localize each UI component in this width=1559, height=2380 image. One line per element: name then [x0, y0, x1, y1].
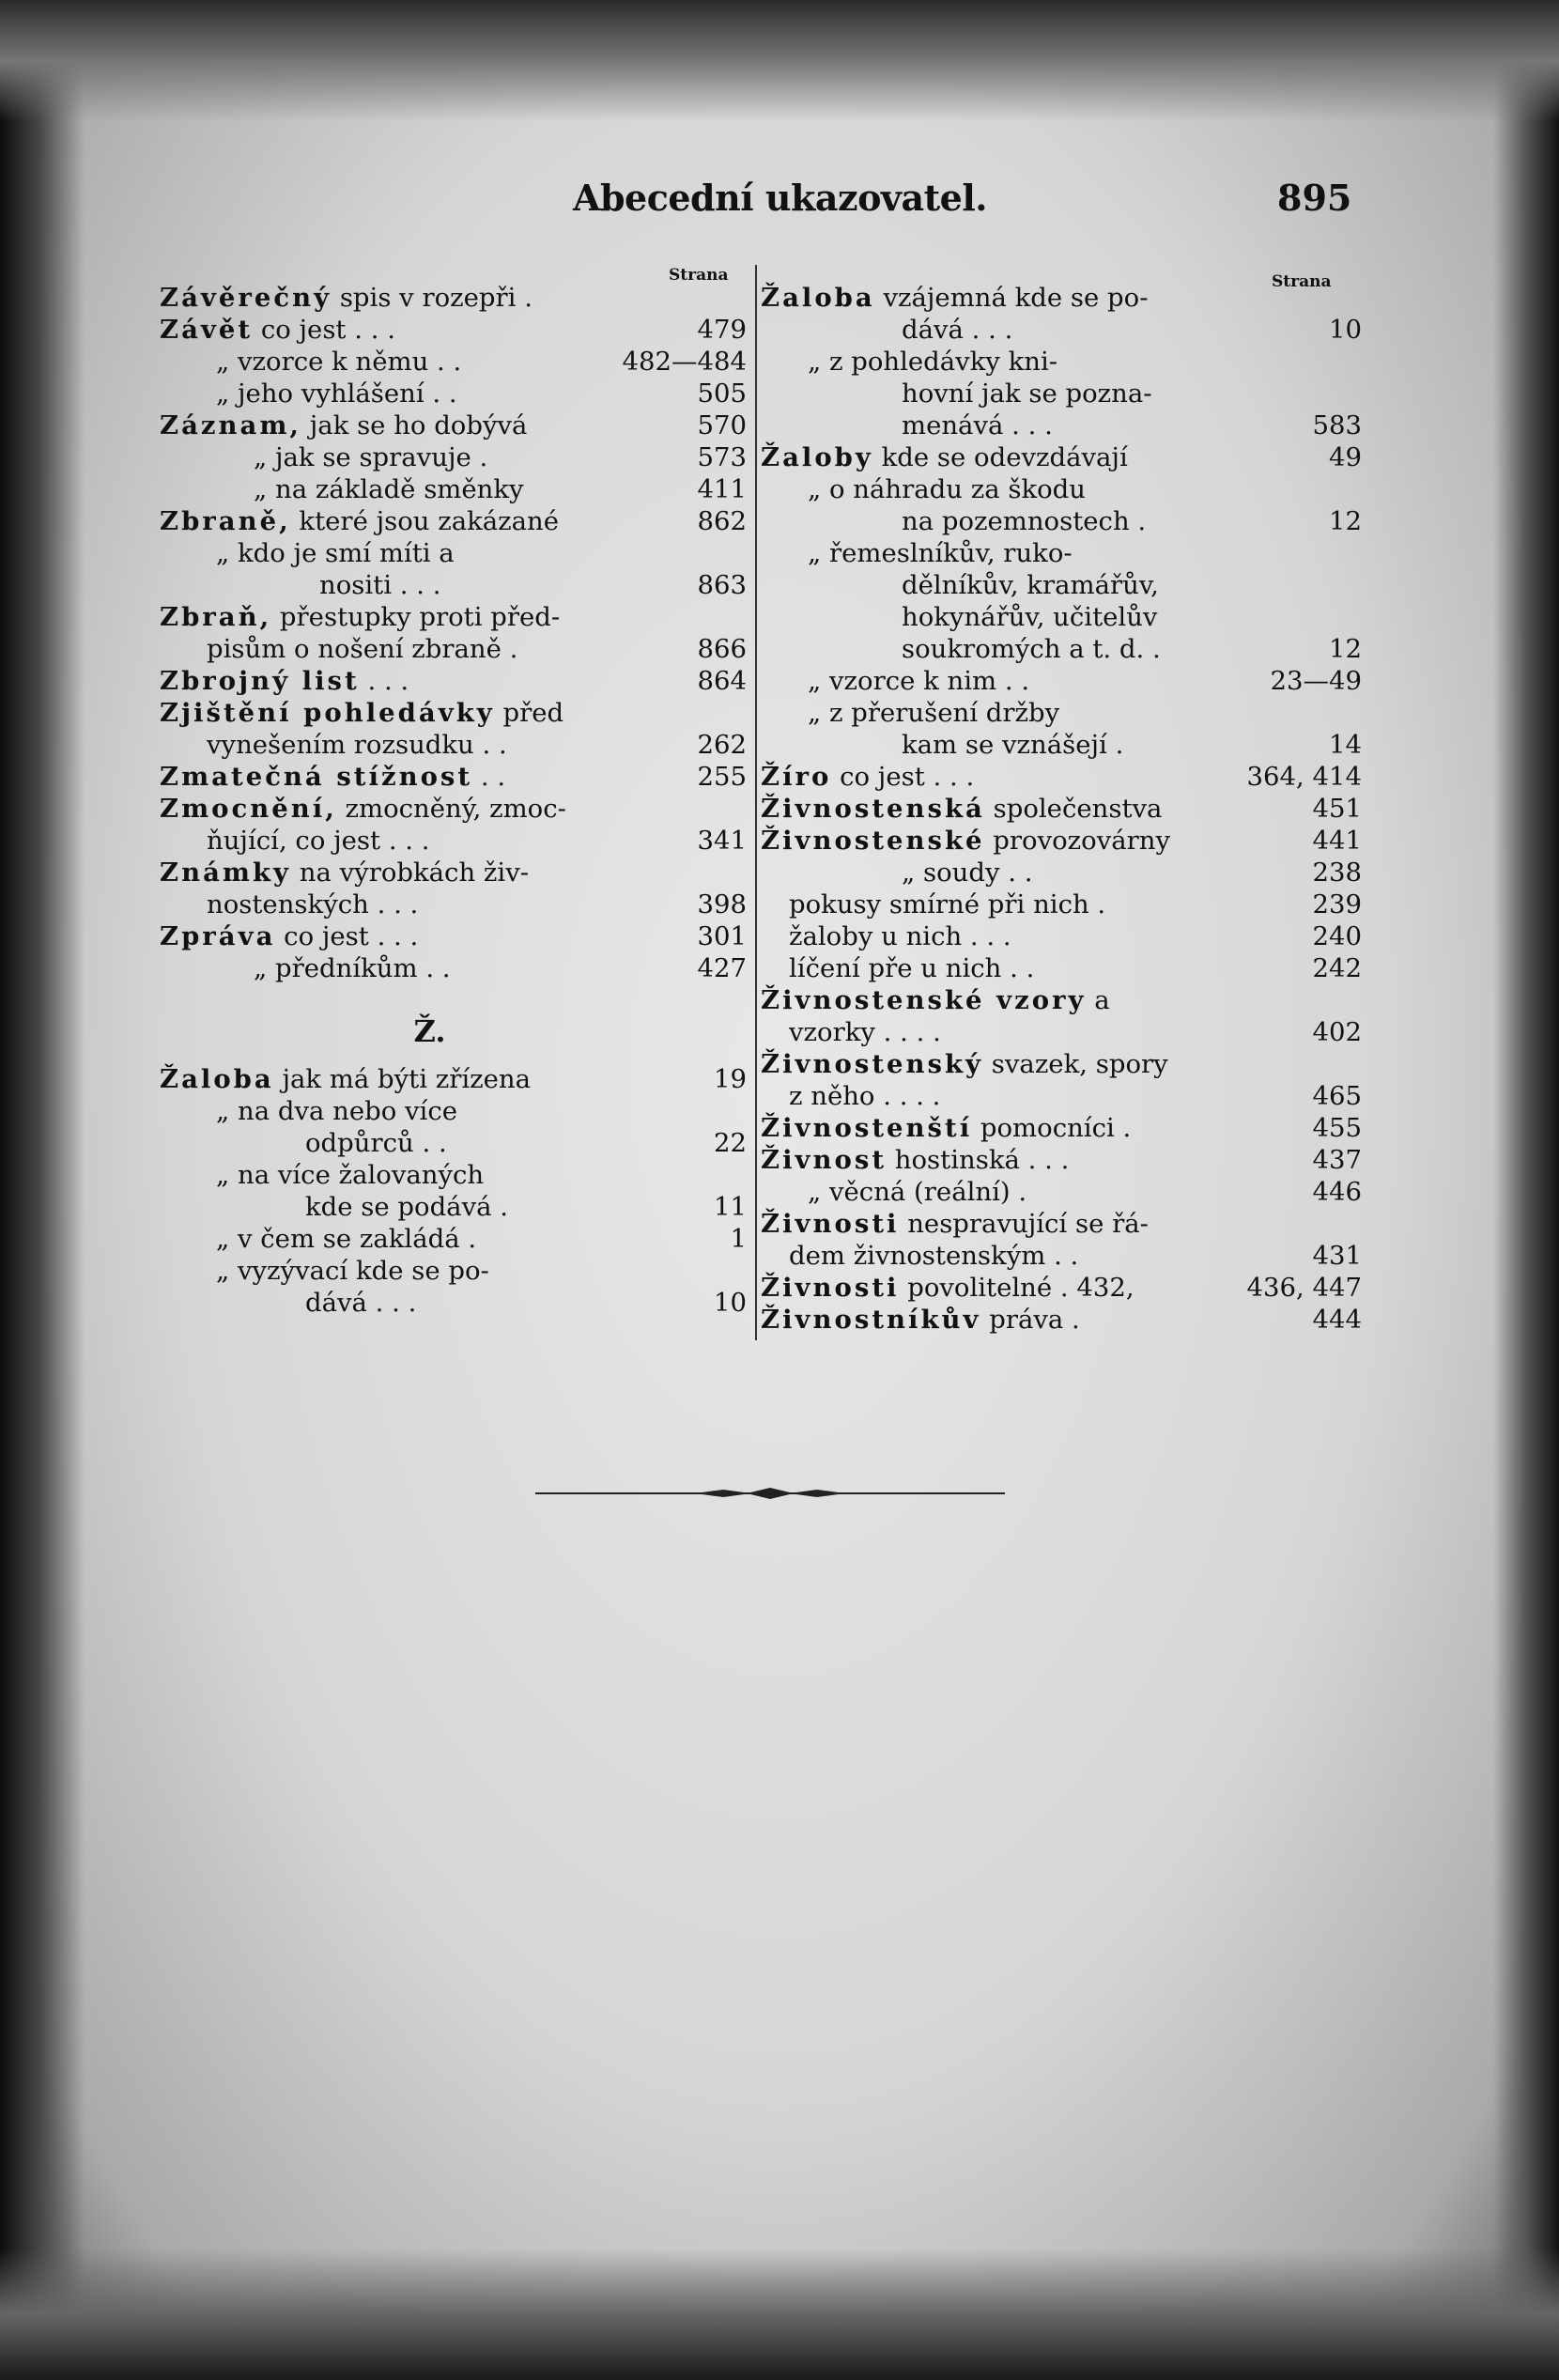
entry-description: co jest . . . — [253, 315, 395, 345]
index-entry — [761, 505, 1362, 537]
entry-headword: Živnost — [761, 1145, 888, 1175]
entry-page-ref: 505 — [697, 379, 747, 409]
entry-text — [305, 1127, 447, 1159]
index-entry — [160, 410, 756, 441]
entry-headword: Živnostenský — [761, 1049, 984, 1079]
index-entry — [160, 761, 756, 793]
entry-description: hostinská . . . — [887, 1145, 1070, 1175]
entry-text — [761, 441, 1128, 473]
entry-headword: Živnostenské — [761, 826, 985, 856]
entry-description: líčení pře u nich . . — [789, 953, 1035, 983]
entry-page-ref: 11 — [714, 1192, 747, 1222]
index-entry — [160, 282, 756, 314]
entry-page-ref: 10 — [714, 1288, 747, 1318]
entry-text — [902, 505, 1146, 537]
index-entry — [761, 1240, 1362, 1272]
entry-headword: Živnosti — [761, 1209, 900, 1239]
entry-text — [902, 857, 1032, 889]
entry-page-ref: 242 — [1312, 953, 1362, 983]
entry-text — [319, 569, 440, 601]
index-entry — [761, 793, 1362, 825]
entry-headword: Zbraně, — [160, 506, 291, 536]
entry-description: a — [1086, 985, 1110, 1015]
entry-text — [902, 633, 1161, 665]
entry-text — [808, 697, 1059, 729]
entry-description: na pozemnostech . — [902, 506, 1147, 536]
entry-headword: Živnosti — [761, 1273, 900, 1303]
entry-text — [207, 633, 517, 665]
entry-text — [207, 889, 418, 920]
entry-text — [808, 473, 1086, 505]
entry-description: které jsou zakázané — [290, 506, 560, 536]
entry-description: vzájemná kde se po- — [874, 283, 1149, 313]
index-entry — [160, 633, 756, 665]
index-entry — [761, 282, 1362, 314]
entry-headword: Zpráva — [160, 921, 276, 951]
entry-text — [160, 697, 563, 729]
entry-text — [160, 314, 395, 346]
index-entry — [160, 952, 756, 984]
index-entry — [160, 1159, 756, 1191]
entry-description: soukromých a t. d. . — [902, 634, 1161, 664]
index-entry — [761, 857, 1362, 889]
index-entry — [160, 314, 756, 346]
entry-text — [761, 1304, 1080, 1336]
entry-text — [902, 729, 1123, 761]
index-entry — [761, 1272, 1362, 1304]
entry-description: vzorky . . . . — [789, 1017, 941, 1047]
index-entry — [160, 505, 756, 537]
entry-text — [761, 1112, 1131, 1144]
index-entry — [160, 1255, 756, 1287]
entry-text — [789, 1080, 940, 1112]
entry-page-ref: 863 — [697, 570, 747, 600]
entry-description: pokusy smírné při nich . — [789, 889, 1106, 920]
entry-text — [902, 601, 1157, 633]
entry-page-ref: 446 — [1312, 1177, 1362, 1207]
entry-text — [761, 1272, 1135, 1304]
column-label-strana-left: Strana — [669, 266, 729, 285]
entry-page-ref: 255 — [697, 762, 747, 792]
index-entry — [160, 1223, 756, 1255]
entry-description: povolitelné . 432, — [899, 1273, 1135, 1303]
entry-text — [305, 1287, 416, 1319]
entry-page-ref: 239 — [1312, 889, 1362, 920]
index-entry — [761, 1304, 1362, 1336]
entry-description: menává . . . — [902, 410, 1053, 440]
entry-text — [789, 1016, 941, 1048]
entry-text — [789, 952, 1034, 984]
page-edge-shadow-left — [0, 0, 85, 2380]
entry-text — [160, 761, 505, 793]
index-entry — [160, 1191, 756, 1223]
entry-text — [902, 378, 1152, 410]
index-entry — [761, 889, 1362, 920]
entry-description: „ vzorce k němu . . — [216, 347, 462, 377]
entry-description: „ předníkům . . — [254, 953, 451, 983]
entry-description: přestupky proti před- — [271, 602, 561, 632]
entry-text — [216, 346, 461, 378]
entry-text — [902, 410, 1053, 441]
entry-text — [761, 825, 1170, 857]
index-entry — [761, 1016, 1362, 1048]
entry-page-ref: 1 — [730, 1224, 747, 1254]
entry-description: jak se ho dobývá — [301, 410, 528, 440]
index-entry — [160, 1127, 756, 1159]
page-number: 895 — [1277, 177, 1352, 219]
page-edge-shadow-bottom — [0, 2249, 1559, 2380]
entry-description: „ z přerušení držby — [808, 698, 1060, 728]
entry-text — [761, 984, 1110, 1016]
entry-page-ref: 23—49 — [1270, 666, 1362, 696]
entry-text — [160, 920, 418, 952]
entry-headword: Závět — [160, 315, 254, 345]
entry-description: pisům o nošení zbraně . — [207, 634, 518, 664]
index-entry — [761, 1176, 1362, 1208]
entry-page-ref: 479 — [697, 315, 747, 345]
entry-text — [207, 729, 507, 761]
index-entry — [160, 346, 756, 378]
index-entry — [160, 665, 756, 697]
index-entry — [160, 793, 756, 825]
entry-text — [160, 1063, 531, 1095]
entry-description: odpůrců . . — [305, 1128, 447, 1158]
entry-page-ref: 570 — [697, 410, 747, 440]
entry-headword: Živnostenské vzory — [761, 985, 1087, 1015]
index-entry — [761, 1048, 1362, 1080]
entry-text — [216, 1223, 476, 1255]
entry-description: jak má býti zřízena — [273, 1064, 532, 1094]
index-entry — [160, 537, 756, 569]
index-entry — [160, 889, 756, 920]
index-entry — [761, 601, 1362, 633]
index-entry — [160, 857, 756, 889]
entry-description: vynešením rozsudku . . — [207, 730, 507, 760]
entry-description: kam se vznášejí . — [902, 730, 1124, 760]
entry-text — [902, 569, 1159, 601]
entry-headword: Závěrečný — [160, 283, 332, 313]
entry-text — [216, 1255, 489, 1287]
ornament-rule — [535, 1486, 1005, 1501]
index-entry — [761, 665, 1362, 697]
entry-headword: Zbrojný list — [160, 666, 360, 696]
entry-text — [761, 1144, 1069, 1176]
index-entry — [761, 1144, 1362, 1176]
entry-description: kde se podává . — [305, 1192, 508, 1222]
entry-page-ref: 441 — [1312, 826, 1362, 856]
entry-description: . . — [472, 762, 506, 792]
entry-description: „ v čem se zakládá . — [216, 1224, 477, 1254]
section-letter: Ž. — [413, 1013, 446, 1049]
entry-text — [305, 1191, 508, 1223]
entry-text — [761, 793, 1162, 825]
entry-headword: Živnostenská — [761, 794, 985, 824]
entry-page-ref: 22 — [714, 1128, 747, 1158]
column-label-strana-right: Strana — [1272, 272, 1332, 291]
entry-text — [254, 473, 524, 505]
entry-description: dělníkův, kramářův, — [902, 570, 1159, 600]
index-entry — [761, 1080, 1362, 1112]
entry-description: „ soudy . . — [902, 858, 1033, 888]
entry-text — [761, 282, 1149, 314]
index-entry — [761, 314, 1362, 346]
entry-page-ref: 427 — [697, 953, 747, 983]
entry-description: pomocníci . — [972, 1113, 1132, 1143]
entry-description: provozovárny — [984, 826, 1171, 856]
entry-page-ref: 465 — [1312, 1081, 1362, 1111]
entry-page-ref: 19 — [714, 1064, 747, 1094]
entry-page-ref: 240 — [1312, 921, 1362, 951]
entry-text — [160, 410, 527, 441]
index-entry — [160, 697, 756, 729]
entry-text — [160, 601, 560, 633]
index-entry — [160, 441, 756, 473]
entry-page-ref: 12 — [1329, 506, 1362, 536]
entry-description: „ jeho vyhlášení . . — [216, 379, 457, 409]
running-header-title: Abecední ukazovatel. — [573, 177, 988, 219]
entry-description: práva . — [980, 1305, 1080, 1335]
index-entry — [160, 729, 756, 761]
entry-text — [160, 793, 566, 825]
entry-description: „ o náhradu za škodu — [808, 474, 1086, 504]
entry-text — [808, 1176, 1026, 1208]
entry-headword: Zjištění pohledávky — [160, 698, 495, 728]
entry-text — [160, 665, 409, 697]
index-entry — [761, 825, 1362, 857]
entry-description: co jest . . . — [831, 762, 975, 792]
entry-description: „ na více žalovaných — [216, 1160, 485, 1190]
entry-page-ref: 364, 414 — [1246, 762, 1362, 792]
index-entry — [160, 920, 756, 952]
entry-text — [216, 1095, 457, 1127]
entry-description: spis v rozepři . — [332, 283, 533, 313]
entry-description: dává . . . — [305, 1288, 417, 1318]
entry-page-ref: 482—484 — [622, 347, 747, 377]
entry-text — [808, 537, 1073, 569]
entry-description: hokynářův, učitelův — [902, 602, 1158, 632]
entry-description: nespravující se řá- — [899, 1209, 1149, 1239]
entry-text — [761, 1208, 1149, 1240]
index-entry — [160, 825, 756, 857]
index-entry — [761, 410, 1362, 441]
entry-page-ref: 455 — [1312, 1113, 1362, 1143]
entry-description: z něho . . . . — [789, 1081, 941, 1111]
entry-text — [254, 441, 487, 473]
entry-page-ref: 411 — [697, 474, 747, 504]
page-edge-shadow-right — [1493, 0, 1559, 2380]
entry-page-ref: 436, 447 — [1246, 1273, 1362, 1303]
entry-headword: Živnostníkův — [761, 1305, 981, 1335]
index-entry — [761, 1112, 1362, 1144]
entry-text — [789, 889, 1105, 920]
entry-page-ref: 437 — [1312, 1145, 1362, 1175]
index-entry — [160, 569, 756, 601]
index-entry — [761, 1208, 1362, 1240]
entry-description: „ vzorce k nim . . — [808, 666, 1030, 696]
entry-text — [789, 1240, 1078, 1272]
entry-text — [789, 920, 1011, 952]
entry-page-ref: 49 — [1329, 442, 1362, 472]
entry-description: před — [494, 698, 564, 728]
entry-page-ref: 451 — [1312, 794, 1362, 824]
index-entry — [160, 473, 756, 505]
index-entry — [761, 473, 1362, 505]
index-column-right — [761, 282, 1362, 1336]
entry-text — [761, 1048, 1168, 1080]
entry-text — [808, 346, 1057, 378]
entry-description: „ jak se spravuje . — [254, 442, 488, 472]
entry-description: dem živnostenským . . — [789, 1241, 1079, 1271]
entry-description: na výrobkách živ- — [291, 858, 530, 888]
entry-text — [761, 761, 974, 793]
index-entry — [761, 920, 1362, 952]
index-entry — [160, 1287, 756, 1319]
index-entry — [761, 697, 1362, 729]
entry-page-ref: 583 — [1312, 410, 1362, 440]
entry-headword: Žaloba — [761, 283, 875, 313]
index-entry — [761, 761, 1362, 793]
entry-page-ref: 238 — [1312, 858, 1362, 888]
index-entry — [160, 378, 756, 410]
entry-text — [254, 952, 451, 984]
entry-page-ref: 10 — [1329, 315, 1362, 345]
index-entry — [160, 1063, 756, 1095]
entry-description: žaloby u nich . . . — [789, 921, 1011, 951]
entry-description: „ na dva nebo více — [216, 1096, 458, 1126]
page-edge-shadow-top — [0, 0, 1559, 122]
entry-page-ref: 444 — [1312, 1305, 1362, 1335]
index-entry — [761, 346, 1362, 378]
entry-description: kde se odevzdávají — [872, 442, 1128, 472]
entry-description: „ vyzývací kde se po- — [216, 1256, 489, 1286]
index-entry — [160, 1095, 756, 1127]
entry-description: ňující, co jest . . . — [207, 826, 430, 856]
entry-text — [216, 378, 457, 410]
entry-page-ref: 341 — [697, 826, 747, 856]
entry-description: „ na základě směnky — [254, 474, 524, 504]
index-entry — [761, 378, 1362, 410]
entry-headword: Živnostenští — [761, 1113, 973, 1143]
entry-description: svazek, spory — [983, 1049, 1168, 1079]
entry-page-ref: 573 — [697, 442, 747, 472]
entry-text — [160, 505, 559, 537]
entry-page-ref: 862 — [697, 506, 747, 536]
index-entry — [160, 601, 756, 633]
entry-page-ref: 301 — [697, 921, 747, 951]
entry-page-ref: 864 — [697, 666, 747, 696]
entry-page-ref: 262 — [697, 730, 747, 760]
entry-headword: Zmatečná stížnost — [160, 762, 473, 792]
entry-page-ref: 402 — [1312, 1017, 1362, 1047]
entry-description: „ věcná (reální) . — [808, 1177, 1027, 1207]
entry-description: „ kdo je smí míti a — [216, 538, 455, 568]
entry-description: . . . — [359, 666, 409, 696]
entry-headword: Zbraň, — [160, 602, 272, 632]
entry-headword: Žaloby — [761, 442, 873, 472]
entry-description: hovní jak se pozna- — [902, 379, 1152, 409]
entry-text — [808, 665, 1029, 697]
entry-page-ref: 866 — [697, 634, 747, 664]
entry-description: „ řemeslníkův, ruko- — [808, 538, 1073, 568]
index-entry — [761, 984, 1362, 1016]
index-entry — [761, 729, 1362, 761]
entry-description: co jest . . . — [275, 921, 419, 951]
entry-description: nositi . . . — [319, 570, 441, 600]
entry-text — [207, 825, 430, 857]
index-entry — [761, 952, 1362, 984]
entry-description: dává . . . — [902, 315, 1013, 345]
entry-headword: Záznam, — [160, 410, 301, 440]
entry-page-ref: 14 — [1329, 730, 1362, 760]
entry-page-ref: 12 — [1329, 634, 1362, 664]
entry-page-ref: 398 — [697, 889, 747, 920]
entry-headword: Zmocnění, — [160, 794, 337, 824]
index-column-left — [160, 282, 756, 1319]
index-entry — [761, 441, 1362, 473]
entry-description: nostenských . . . — [207, 889, 419, 920]
entry-text — [160, 282, 533, 314]
entry-headword: Žaloba — [160, 1064, 274, 1094]
entry-description: společenstva — [984, 794, 1163, 824]
entry-description: „ z pohledávky kni- — [808, 347, 1058, 377]
entry-page-ref: 431 — [1312, 1241, 1362, 1271]
entry-text — [216, 1159, 484, 1191]
entry-description: zmocněný, zmoc- — [336, 794, 566, 824]
index-entry — [761, 633, 1362, 665]
index-entry — [761, 537, 1362, 569]
entry-text — [160, 857, 529, 889]
entry-headword: Známky — [160, 858, 292, 888]
entry-text — [216, 537, 455, 569]
index-entry — [761, 569, 1362, 601]
entry-headword: Žíro — [761, 762, 832, 792]
entry-text — [902, 314, 1012, 346]
